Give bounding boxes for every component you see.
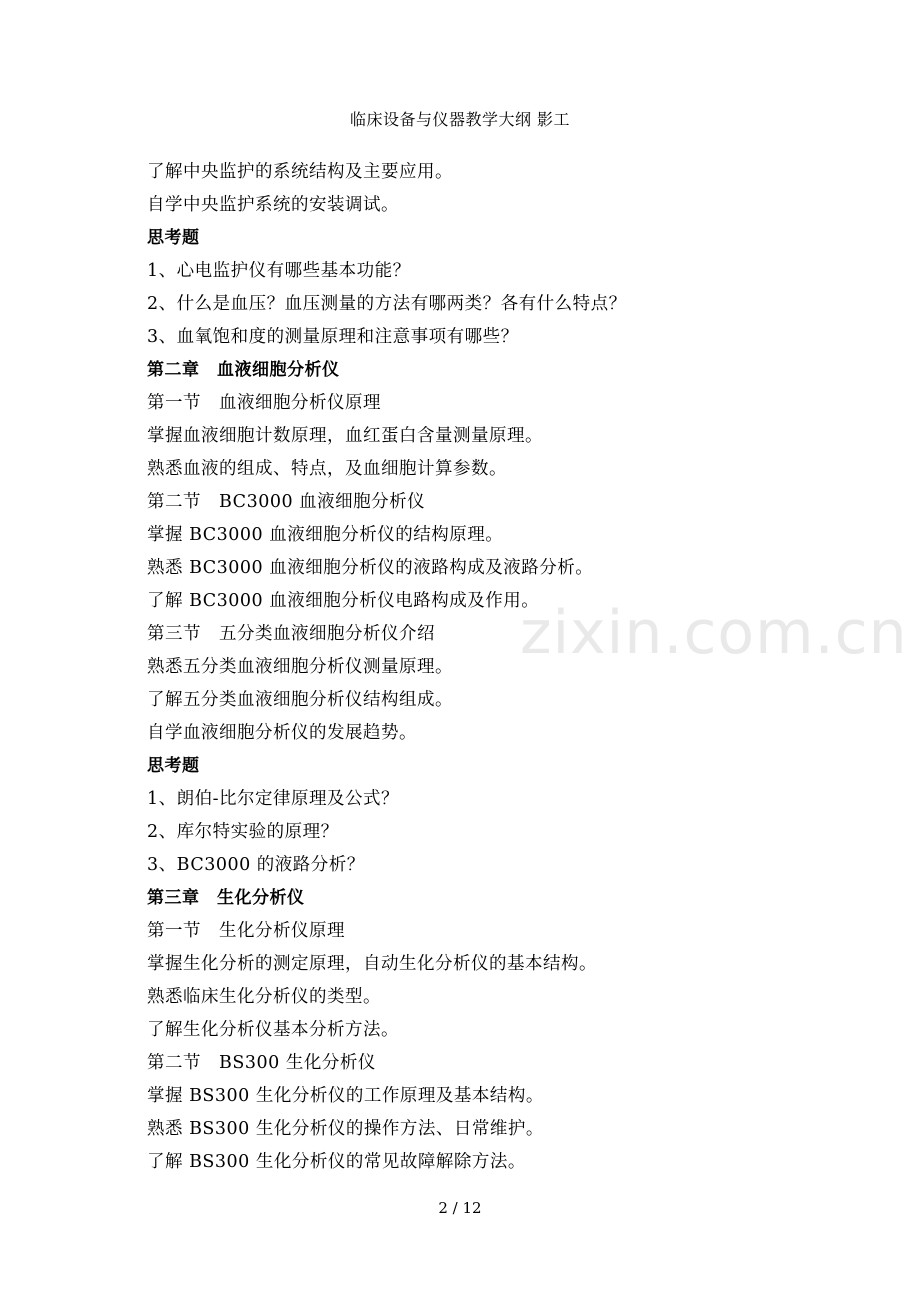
text-line: 2、什么是血压？血压测量的方法有哪两类？各有什么特点？ (147, 294, 627, 314)
text-line: 熟悉临床生化分析仪的类型。 (147, 987, 381, 1007)
text-line: 熟悉血液的组成、特点，及血细胞计算参数。 (147, 459, 507, 479)
document-body (147, 156, 747, 1179)
section-heading: 第三章 生化分析仪 (147, 888, 305, 908)
text-line: 第二节 BC3000 血液细胞分析仪 (147, 492, 426, 512)
text-line: 了解生化分析仪基本分析方法。 (147, 1020, 399, 1040)
text-line: 自学血液细胞分析仪的发展趋势。 (147, 723, 417, 743)
text-line: 掌握生化分析的测定原理，自动生化分析仪的基本结构。 (147, 954, 597, 974)
section-heading: 第二章 血液细胞分析仪 (147, 360, 340, 380)
text-line: 第二节 BS300 生化分析仪 (147, 1053, 376, 1073)
text-line: 了解中央监护的系统结构及主要应用。 (147, 162, 453, 182)
text-line: 第一节 血液细胞分析仪原理 (147, 393, 381, 413)
section-heading: 思考题 (147, 756, 200, 776)
text-line: 熟悉五分类血液细胞分析仪测量原理。 (147, 657, 453, 677)
text-line: 第三节 五分类血液细胞分析仪介绍 (147, 624, 435, 644)
text-line: 第一节 生化分析仪原理 (147, 921, 345, 941)
text-line: 1、心电监护仪有哪些基本功能？ (147, 261, 411, 281)
text-line: 掌握 BC3000 血液细胞分析仪的结构原理。 (147, 525, 504, 545)
text-line: 自学中央监护系统的安装调试。 (147, 195, 399, 215)
watermark: zixin.com.cn (520, 598, 908, 668)
text-line: 3、血氧饱和度的测量原理和注意事项有哪些？ (147, 327, 519, 347)
text-line: 掌握 BS300 生化分析仪的工作原理及基本结构。 (147, 1086, 544, 1106)
text-line: 了解 BC3000 血液细胞分析仪电路构成及作用。 (147, 591, 540, 611)
text-line: 熟悉 BC3000 血液细胞分析仪的液路构成及液路分析。 (147, 558, 594, 578)
section-heading: 思考题 (147, 228, 200, 248)
page-header-title: 临床设备与仪器教学大纲 影工 (349, 110, 571, 129)
text-line: 掌握血液细胞计数原理，血红蛋白含量测量原理。 (147, 426, 543, 446)
text-line: 1、朗伯-比尔定律原理及公式？ (147, 789, 400, 809)
text-line: 了解五分类血液细胞分析仪结构组成。 (147, 690, 453, 710)
text-line: 3、BC3000 的液路分析？ (147, 855, 365, 875)
text-line: 熟悉 BS300 生化分析仪的操作方法、日常维护。 (147, 1119, 544, 1139)
page-number: 2 / 12 (438, 1199, 482, 1217)
text-line: 2、库尔特实验的原理？ (147, 822, 339, 842)
text-line: 了解 BS300 生化分析仪的常见故障解除方法。 (147, 1152, 526, 1172)
